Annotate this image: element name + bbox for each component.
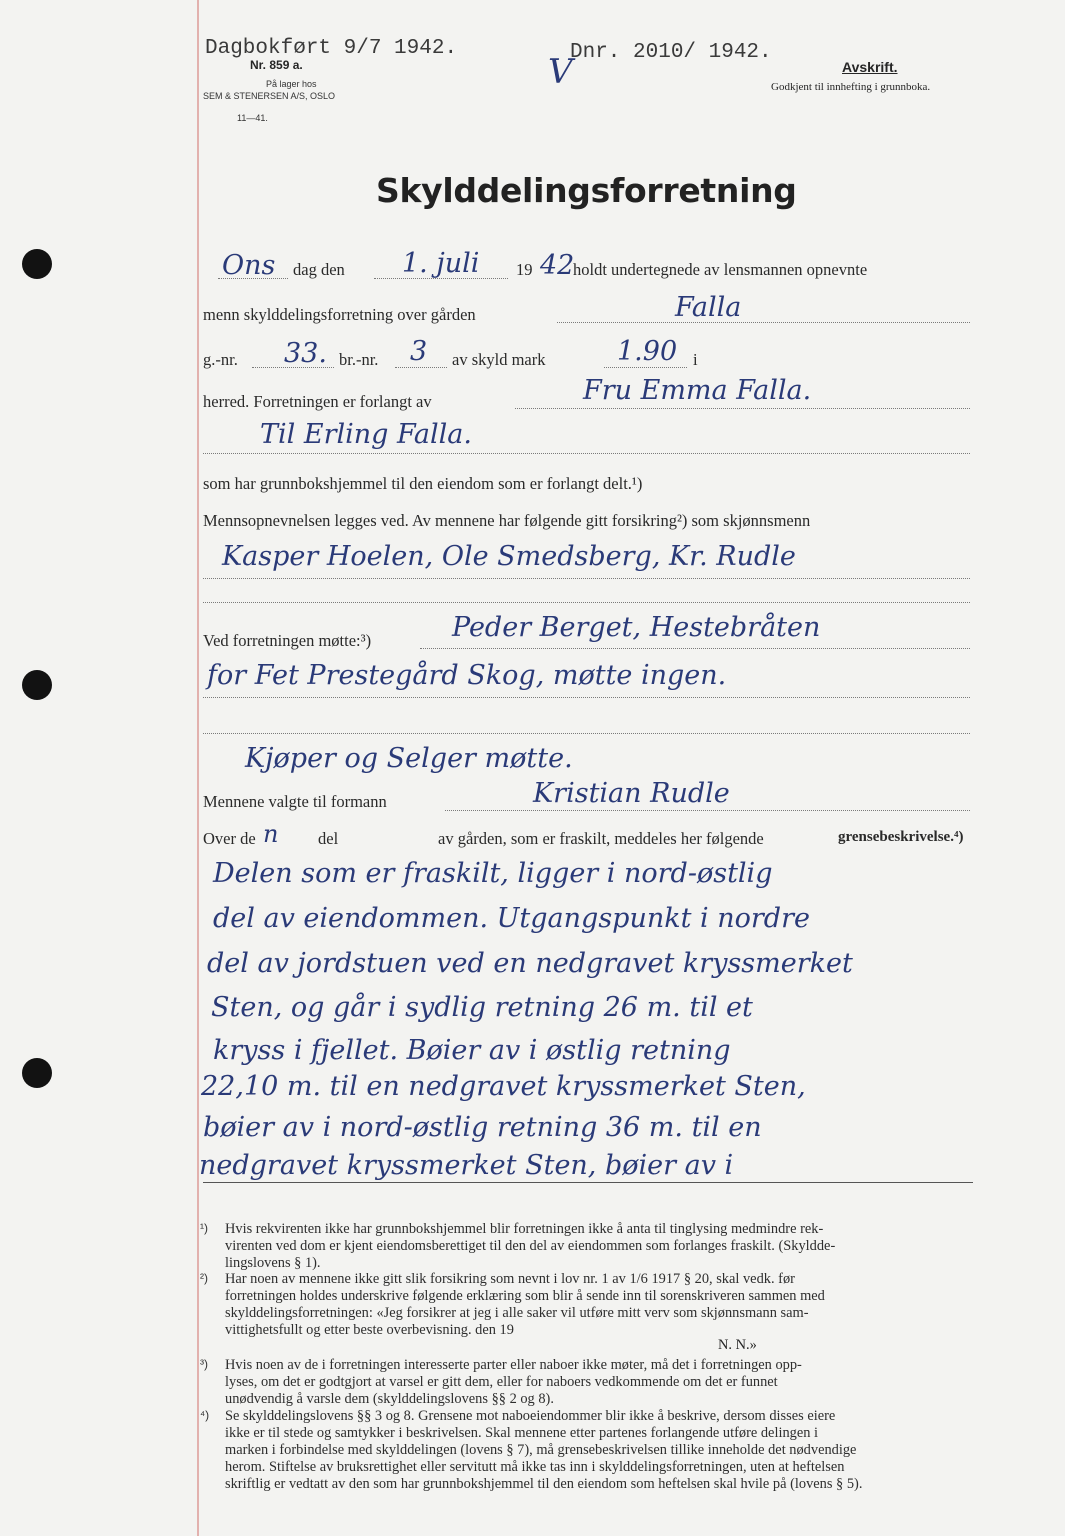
hw-brnr: 3 xyxy=(410,336,428,367)
description-line: nedgravet kryssmerket Sten, bøier av i xyxy=(199,1150,734,1181)
description-line: kryss i fjellet. Bøier av i østlig retning xyxy=(213,1035,731,1066)
hw-attendee: Peder Berget, Hestebråten xyxy=(452,612,821,643)
footnote-signoff: N. N.» xyxy=(718,1337,757,1353)
form-print-date: 11—41. xyxy=(237,113,268,123)
hw-attendee-note: for Fet Prestegård Skog, møtte ingen. xyxy=(207,660,727,691)
hw-recipient: Til Erling Falla. xyxy=(260,419,472,450)
dagbok-stamp: Dagbokført 9/7 1942. xyxy=(205,37,458,60)
hw-buyer-seller: Kjøper og Selger møtte. xyxy=(245,743,573,774)
hw-requester: Fru Emma Falla. xyxy=(583,375,812,406)
footnote-divider xyxy=(203,1182,973,1183)
footnote-number: ⁴) xyxy=(200,1408,210,1422)
label-grensebeskrivelse: grensebeskrivelse.⁴) xyxy=(838,829,964,845)
footnote-line: virenten ved dom er kjent eiendomsberettiget til den del av eiendommen som forlanges fraskilt. (Skyldde- xyxy=(225,1238,836,1254)
label-fraskilt: av gården, som er fraskilt, meddeles her følgende xyxy=(438,829,764,848)
label-gnr: g.-nr. xyxy=(203,350,238,369)
page-title: Skylddelingsforretning xyxy=(376,171,797,210)
punch-hole xyxy=(22,249,52,279)
description-line: Sten, og går i sydlig retning 26 m. til et xyxy=(211,992,753,1023)
description-line: bøier av i nord-østlig retning 36 m. til en xyxy=(203,1112,762,1143)
label-mootte: Ved forretningen møtte:³) xyxy=(203,631,372,650)
label-skyld: av skyld mark xyxy=(452,350,546,369)
footnote-number: ³) xyxy=(200,1357,208,1371)
dnr-stamp: Dnr. 2010/ 1942. xyxy=(570,41,772,64)
label-grunnbok: som har grunnbokshjemmel til den eiendom som er forlangt delt.¹) xyxy=(203,474,643,493)
label-gaarden: menn skylddelingsforretning over gården xyxy=(203,305,476,324)
footnote-line: lingslovens § 1). xyxy=(225,1255,321,1271)
footnote-line: Se skylddelingslovens §§ 3 og 8. Grensene mot naboeiendommer blir ikke å beskrive, dersom disses eiere xyxy=(225,1408,836,1424)
label-holdt: holdt undertegnede av lensmannen opnevnte xyxy=(573,260,868,279)
label-formann: Mennene valgte til formann xyxy=(203,792,387,811)
footnote-line: Har noen av mennene ikke gitt slik forsikring som nevnt i lov nr. 1 av 1/6 1917 § 20, skal vedk. før xyxy=(225,1271,795,1287)
footnote-line: skriftlig er vedtatt av den som har grunnbokshjemmel til den eiendom som heftelsen skal hvile på (lovens § 5). xyxy=(225,1476,863,1492)
hw-gnr: 33. xyxy=(284,338,327,369)
form-publisher: SEM & STENERSEN A/S, OSLO xyxy=(203,91,336,101)
footnote-line: ikke er til stede og samtykker i beskrivelsen. Skal mennene etter partenes forlangende utføre delingen i xyxy=(225,1425,819,1441)
description-line: Delen som er fraskilt, ligger i nord-østlig xyxy=(213,858,773,889)
footnote-number: ²) xyxy=(200,1271,208,1285)
label-mennsopnevnelse: Mennsopnevnelsen legges ved. Av mennene har følgende gitt forsikring²) som skjønnsmenn xyxy=(203,511,811,530)
label-century: 19 xyxy=(516,260,533,279)
footnote-line: Hvis rekvirenten ikke har grunnbokshjemmel blir forretningen ikke å anta til tinglysing medmindre rek- xyxy=(225,1221,824,1237)
punch-hole xyxy=(22,670,52,700)
hw-assessors: Kasper Hoelen, Ole Smedsberg, Kr. Rudle xyxy=(222,541,796,572)
label-del: del xyxy=(318,829,339,848)
description-line: del av jordstuen ved en nedgravet kryssmerket xyxy=(207,948,853,979)
description-line: del av eiendommen. Utgangspunkt i nordre xyxy=(213,903,810,934)
form-number: Nr. 859 a. xyxy=(250,58,303,72)
label-i: i xyxy=(693,350,698,369)
footnote-number: ¹) xyxy=(200,1221,208,1235)
margin-line xyxy=(197,0,199,1536)
hw-year: 42 xyxy=(540,250,575,281)
avskrift-label: Avskrift. xyxy=(842,59,898,75)
label-over-de: Over de xyxy=(203,829,256,848)
hw-date: 1. juli xyxy=(402,248,480,279)
punch-hole xyxy=(22,1058,52,1088)
hw-den: n xyxy=(263,820,279,848)
footnote-line: unødvendig å varsle dem (skylddelingslovens §§ 2 og 8). xyxy=(225,1391,554,1407)
footnote-line: vittighetsfullt og etter beste overbevisning. den 19 xyxy=(225,1322,514,1338)
hw-chairman: Kristian Rudle xyxy=(533,778,730,809)
hw-skyld: 1.90 xyxy=(617,336,678,367)
footnote-line: marken i forbindelse med skylddelingen (lovens § 7), må grensebeskrivelsen tillike inneholde det nødvendige xyxy=(225,1442,857,1458)
form-stock-note: På lager hos xyxy=(266,79,317,89)
description-line: 22,10 m. til en nedgravet kryssmerket Sten, xyxy=(201,1071,806,1102)
footnote-line: herom. Stiftelse av bruksrettighet eller servitutt må ikke tas inn i skylddelingsforretningen, uten at heftelsen xyxy=(225,1459,845,1475)
hw-farm-name: Falla xyxy=(675,292,742,323)
footnote-line: forretningen holdes underskrive følgende erklæring som blir å sende inn til sorenskriveren sammen med xyxy=(225,1288,825,1304)
hw-weekday: Ons xyxy=(222,250,276,281)
footnote-line: lyses, om det er godtgjort at varsel er gitt dem, eller for naboers vedkommende om det er funnet xyxy=(225,1374,778,1390)
footnote-line: Hvis noen av de i forretningen interesserte parter eller naboer ikke møter, må det i forretningen opp- xyxy=(225,1357,802,1373)
footnote-line: skylddelingsforretningen: «Jeg forsikrer at jeg i alle saker vil utføre mitt verv som skjønnsmann sam- xyxy=(225,1305,809,1321)
check-mark: V xyxy=(548,52,573,92)
label-forlangt: herred. Forretningen er forlangt av xyxy=(203,392,432,411)
label-dag-den: dag den xyxy=(293,260,345,279)
label-brnr: br.-nr. xyxy=(339,350,379,369)
godkjent-note: Godkjent til innhefting i grunnboka. xyxy=(771,81,931,93)
